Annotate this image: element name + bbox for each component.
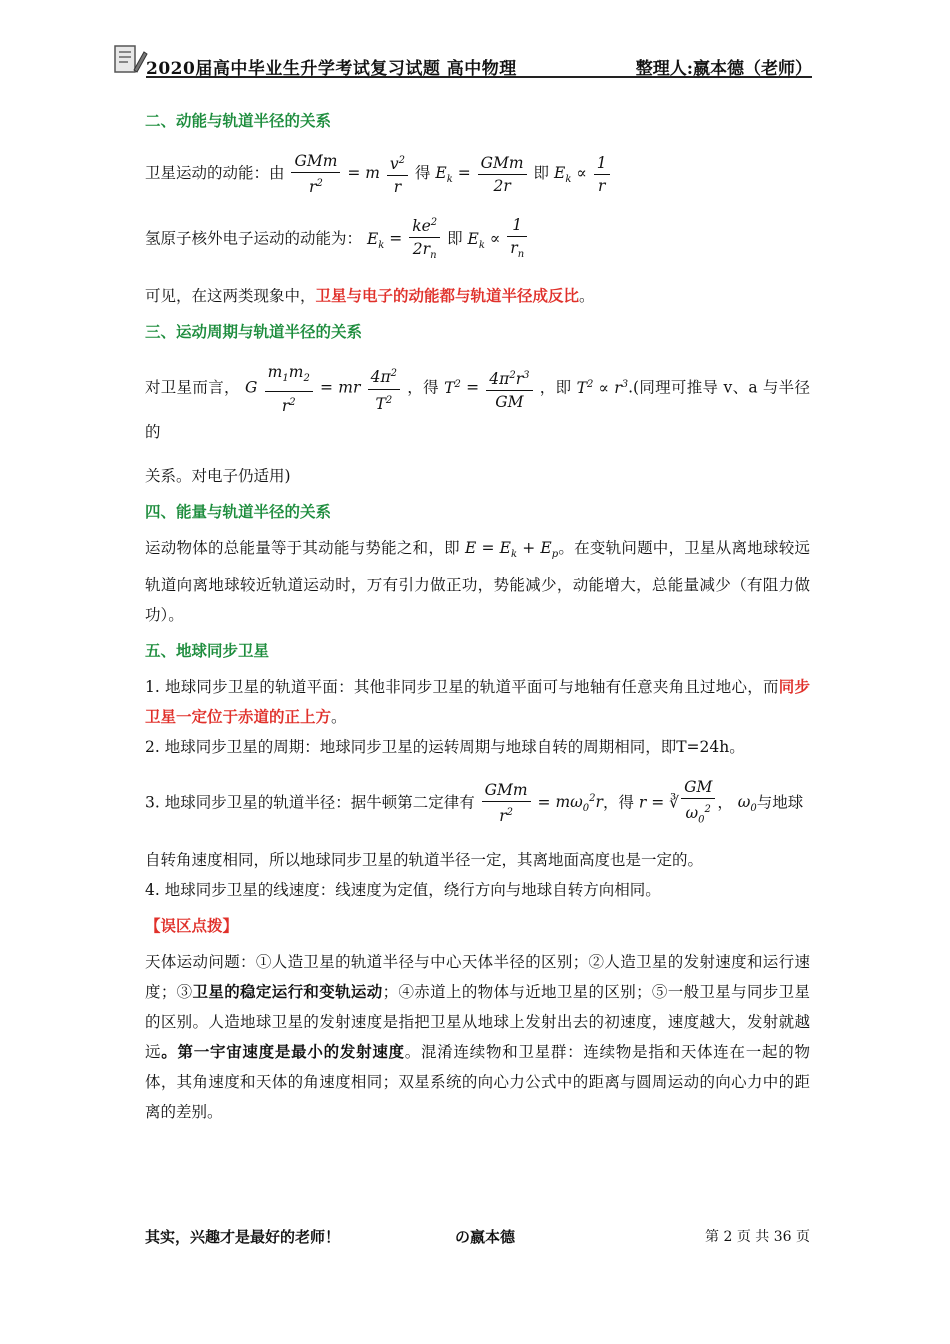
formula-fraction: $\frac{ke^2}{2r_n}$ bbox=[409, 212, 440, 267]
text-prefix: 对卫星而言， bbox=[145, 379, 240, 398]
period-formula-line: 对卫星而言， G $\frac{m_1m_2}{r^2}$ = mr $\frac{4\pi^2}{T^2}$ ，得 $T^2$ = $\frac{4\pi^2r^3}{GM}$ ，即 $T^2 \propto r^3$.(同理可推导 v、a 与半径的 bbox=[145, 363, 810, 441]
footer-motto: 其实，兴趣才是最好的老师！ bbox=[145, 1228, 341, 1246]
highlight-text: 同步卫星一定位于赤道的正上方 bbox=[145, 676, 810, 726]
energy-paragraph: 运动物体的总能量等于其动能与势能之和，即 $E = E_k + E_p$。在变轨问题中，卫星从离地球较远轨道向离地球较近轨道运动时，万有引力做正功，势能减少，动能增大，总能量减少（有阻力做功）。 bbox=[145, 538, 810, 624]
text-mid: 即 bbox=[447, 229, 463, 248]
highlight-text: 卫星与电子的动能都与轨道半径成反比 bbox=[315, 286, 580, 306]
conclusion-paragraph bbox=[145, 281, 810, 311]
sync-item-3: 3. 地球同步卫星的轨道半径：据牛顿第二定律有 $\frac{\text{GMm}}{r^2}$ = $m\omega_0^2r$，得 r = ∛ $\frac{GM}{\omega_0^2}$ ， $\omega_0$与地球 bbox=[145, 776, 810, 831]
text-suffix: 。 bbox=[331, 707, 347, 726]
formula-fraction: $\frac{\text{GMm}}{r^2}$ bbox=[291, 150, 340, 198]
section-heading-2: 二、动能与轨道半径的关系 bbox=[145, 111, 332, 130]
text-prefix: 3. 地球同步卫星的轨道半径：据牛顿第二定律有 bbox=[145, 793, 475, 812]
document-pencil-icon bbox=[112, 40, 148, 78]
formula-fraction: $\frac{4\pi^2r^3}{GM}$ bbox=[486, 365, 532, 413]
text-suffix: 与地球 bbox=[756, 793, 804, 812]
text-suffix: 。在变轨问题中，卫星从离地球较远轨道向离地球较近轨道运动时，万有引力做正功，势能减少，动能增大，总能量减少（有阻力做功）。 bbox=[145, 538, 810, 624]
formula-fraction: $\frac{v^2}{r}$ bbox=[387, 150, 408, 198]
electron-kinetic-energy-line: 氢原子核外电子运动的动能为： $E_k$ = $\frac{ke^2}{2r_n}$ 即 $E_k$ ∝ $\frac{1}{r_n}$ bbox=[145, 212, 810, 267]
header-rule bbox=[146, 76, 812, 78]
text-mid: ，即 bbox=[539, 379, 572, 398]
cube-root-sign: ∛ bbox=[669, 793, 680, 812]
section-heading-5: 五、地球同步卫星 bbox=[145, 640, 270, 660]
sync-item-1 bbox=[145, 672, 810, 732]
bold-text: 。第一宇宙速度是最小的发射速度 bbox=[161, 1042, 405, 1061]
tip-heading: 【误区点拨】 bbox=[145, 916, 239, 935]
sync-item-2: 2. 地球同步卫星的周期：地球同步卫星的运转周期与地球自转的周期相同，即T=24h。 bbox=[145, 737, 745, 756]
formula-fraction: $\frac{1}{r}$ bbox=[594, 152, 610, 197]
footer-signature: の嬴本德 bbox=[455, 1228, 516, 1246]
text-suffix: 。 bbox=[579, 287, 595, 306]
page-header bbox=[112, 40, 812, 84]
section-heading-4: 四、能量与轨道半径的关系 bbox=[145, 501, 332, 521]
formula-fraction: $\frac{1}{r_n}$ bbox=[507, 214, 527, 266]
section-heading-3: 三、运动周期与轨道半径的关系 bbox=[145, 322, 363, 342]
formula-fraction: $\frac{4\pi^2}{T^2}$ bbox=[368, 363, 400, 414]
header-title: 2020届高中毕业生升学考试复习试题 高中物理 bbox=[146, 59, 517, 79]
text-suffix: .(同理可推导 v、a 与半径的 bbox=[145, 379, 810, 441]
text-part: 天体运动问题：①人造卫星的轨道半径与中心天体半径的区别；②人造卫星的发射速度和运行速度；③ bbox=[145, 953, 810, 1001]
page-footer bbox=[145, 1226, 810, 1256]
header-author: 整理人:嬴本德（老师） bbox=[635, 59, 812, 79]
text-prefix: 1. 地球同步卫星的轨道平面：其他非同步卫星的轨道平面可与地轴有任意夹角且过地心，而 bbox=[145, 677, 779, 696]
tip-paragraph bbox=[145, 947, 810, 1127]
formula-fraction: $\frac{\text{GMm}}{r^2}$ bbox=[482, 779, 531, 827]
main-content bbox=[145, 100, 810, 1127]
sync-item-4: 4. 地球同步卫星的线速度：线速度为定值，绕行方向与地球自转方向相同。 bbox=[145, 881, 661, 899]
text-part: 。混淆连续物和卫星群：连续物是指和天体连在一起的物体，其角速度和天体的角速度相同；双星系统的向心力公式中的距离与圆周运动的向心力中的距离的差别。 bbox=[145, 1043, 810, 1121]
formula-fraction: $\frac{m_1m_2}{r^2}$ bbox=[265, 361, 313, 416]
sync-item-3-line2: 自转角速度相同，所以地球同步卫星的轨道半径一定，其离地面高度也是一定的。 bbox=[145, 851, 704, 869]
text-prefix: 可见，在这两类现象中， bbox=[145, 287, 316, 306]
period-line2: 关系。对电子仍适用) bbox=[145, 466, 291, 485]
text-prefix: 氢原子核外电子运动的动能为： bbox=[145, 229, 363, 248]
satellite-kinetic-energy-line: 卫星运动的动能：由 $\frac{\text{GMm}}{r^2}$ = m $\frac{v^2}{r}$ 得 $E_k$ = $\frac{\text{GMm}}{2r}$ 即 $E_k$ ∝ $\frac{1}{r}$ bbox=[145, 150, 810, 198]
text-prefix: 运动物体的总能量等于其动能与势能之和，即 bbox=[145, 538, 460, 557]
text-mid: 得 bbox=[414, 164, 431, 183]
formula-fraction: $\frac{\text{GMm}}{2r}$ bbox=[478, 152, 527, 197]
text-mid: ，得 bbox=[602, 793, 634, 812]
text-mid: 即 bbox=[533, 164, 550, 183]
text-mid: ，得 bbox=[407, 379, 439, 398]
text-prefix: 卫星运动的动能：由 bbox=[145, 164, 285, 183]
text-part: ；④赤道上的物体与近地卫星的区别；⑤一般卫星与同步卫星的区别。人造地球卫星的发射速度是指把卫星从地球上发射出去的初速度，速度越大，发射就越远 bbox=[145, 983, 810, 1061]
bold-text: 卫星的稳定运行和变轨运动 bbox=[192, 982, 383, 1001]
page-number: 第 2 页 共 36 页 bbox=[705, 1229, 810, 1245]
formula-fraction: $\frac{GM}{\omega_0^2}$ bbox=[681, 776, 715, 831]
